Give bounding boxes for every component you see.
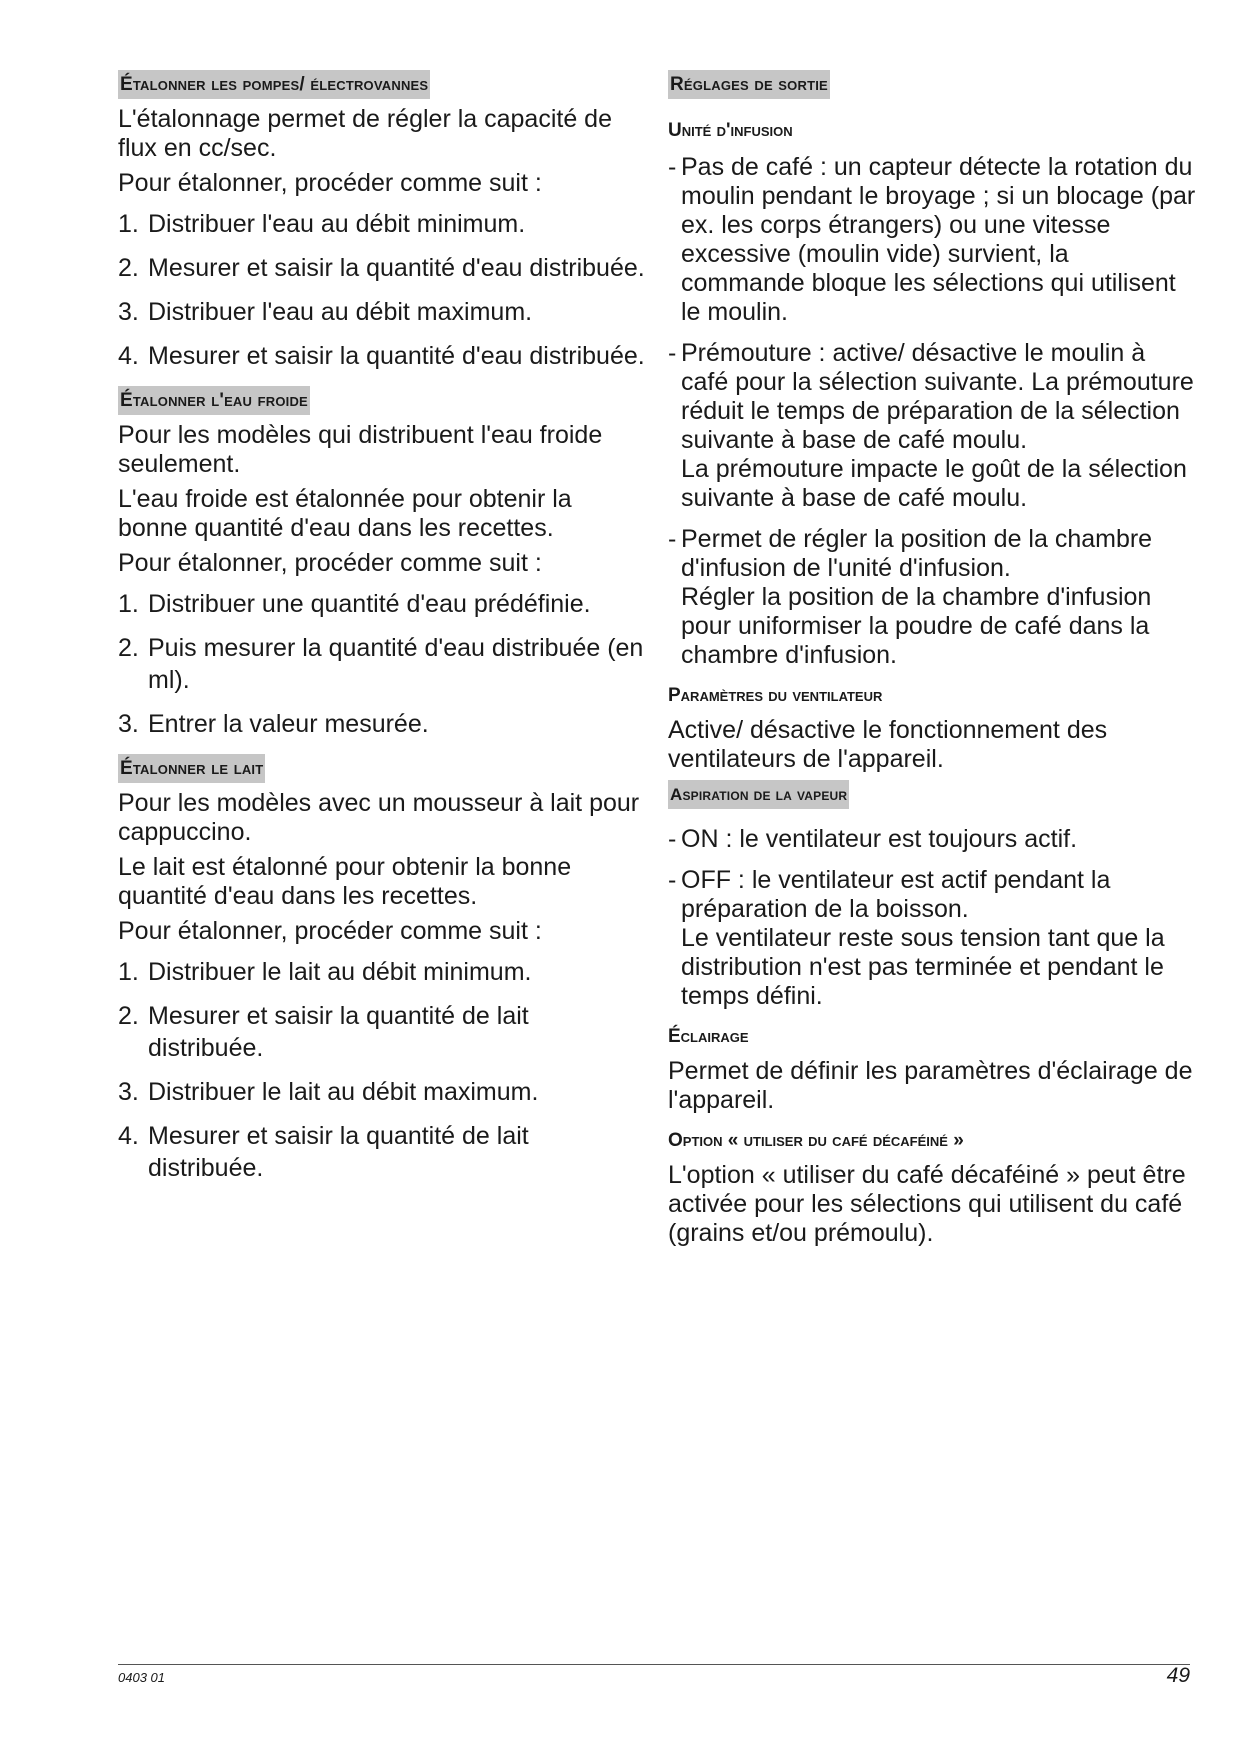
list-item: 4. Mesurer et saisir la quantité d'eau distribuée. <box>118 342 645 370</box>
list-item: 2. Mesurer et saisir la quantité d'eau distribuée. <box>118 254 645 282</box>
lighting-text: Permet de définir les paramètres d'éclairage de l'appareil. <box>668 1057 1193 1114</box>
milk-lead: Pour étalonner, procéder comme suit : <box>118 917 542 945</box>
list-item: 2. Mesurer et saisir la quantité de lait distribuée. <box>118 1002 529 1062</box>
heading-fan-parameters: Paramètres du ventilateur <box>668 685 883 706</box>
list-item: 1. Distribuer le lait au débit minimum. <box>118 958 532 986</box>
list-item: 1. Distribuer l'eau au débit minimum. <box>118 210 526 238</box>
left-column <box>118 70 648 1198</box>
heading-decaf-option: Option « utiliser du café décaféiné » <box>668 1130 964 1151</box>
brewing-unit-list <box>668 153 1198 670</box>
cold-water-p1: Pour les modèles qui distribuent l'eau froide seulement. <box>118 421 603 478</box>
list-item: - Prémouture : active/ désactive le moulin à café pour la sélection suivante. La prémouture réduit le temps de préparation de la sélection suivante à base de café moulu. La prémouture impacte le goût de la sélection suivante à base de café moulu. <box>668 339 1198 513</box>
cold-water-p2: L'eau froide est étalonnée pour obtenir la bonne quantité d'eau dans les recettes. <box>118 485 572 542</box>
list-item: 1. Distribuer une quantité d'eau prédéfinie. <box>118 590 591 618</box>
calibrate-pumps-intro: L'étalonnage permet de régler la capacité de flux en cc/sec. <box>118 105 612 162</box>
heading-brewing-unit: Unité d'infusion <box>668 120 793 141</box>
list-item: - Pas de café : un capteur détecte la rotation du moulin pendant le broyage ; si un blocage (par ex. les corps étrangers) ou une vitesse excessive (moulin vide) survient, la commande bloque les sélections qui utilisent le moulin. <box>668 153 1198 327</box>
decaf-option-text: L'option « utiliser du café décaféiné » peut être activée pour les sélections qui utilisent du café (grains et/ou prémoulu). <box>668 1161 1186 1247</box>
document-code: 0403 01 <box>118 1670 165 1685</box>
list-item: 3. Distribuer l'eau au débit maximum. <box>118 298 533 326</box>
calibrate-pumps-lead: Pour étalonner, procéder comme suit : <box>118 169 542 197</box>
page-number: 49 <box>1166 1664 1190 1687</box>
list-item: 3. Entrer la valeur mesurée. <box>118 710 429 738</box>
milk-steps <box>118 956 648 1184</box>
list-item: 2. Puis mesurer la quantité d'eau distribuée (en ml). <box>118 634 644 694</box>
heading-calibrate-cold-water: Étalonner l'eau froide <box>118 386 310 415</box>
cold-water-lead: Pour étalonner, procéder comme suit : <box>118 549 542 577</box>
cold-water-steps <box>118 588 648 740</box>
heading-lighting: Éclairage <box>668 1026 749 1047</box>
list-item: - OFF : le ventilateur est actif pendant la préparation de la boisson. Le ventilateur reste sous tension tant que la distribution n'est pas terminée et pendant le temps défini. <box>668 866 1198 1011</box>
milk-p1: Pour les modèles avec un mousseur à lait pour cappuccino. <box>118 789 640 846</box>
heading-output-settings: Réglages de sortie <box>668 70 830 99</box>
heading-calibrate-pumps: Étalonner les pompes/ électrovannes <box>118 70 430 99</box>
list-item: 4. Mesurer et saisir la quantité de lait distribuée. <box>118 1122 529 1182</box>
list-item: - ON : le ventilateur est toujours actif. <box>668 825 1198 854</box>
heading-calibrate-milk: Étalonner le lait <box>118 754 265 783</box>
calibrate-pumps-steps <box>118 208 648 372</box>
steam-extraction-list <box>668 825 1198 1011</box>
list-item: - Permet de régler la position de la chambre d'infusion de l'unité d'infusion. Régler la position de la chambre d'infusion pour uniformiser la poudre de café dans la chambre d'infusion. <box>668 525 1198 670</box>
fan-parameters-text: Active/ désactive le fonctionnement des ventilateurs de l'appareil. <box>668 716 1108 773</box>
list-item: 3. Distribuer le lait au débit maximum. <box>118 1078 539 1106</box>
heading-steam-extraction: Aspiration de la vapeur <box>668 780 849 809</box>
right-column <box>668 70 1198 1254</box>
footer-divider <box>118 1664 1190 1665</box>
milk-p2: Le lait est étalonné pour obtenir la bonne quantité d'eau dans les recettes. <box>118 853 572 910</box>
